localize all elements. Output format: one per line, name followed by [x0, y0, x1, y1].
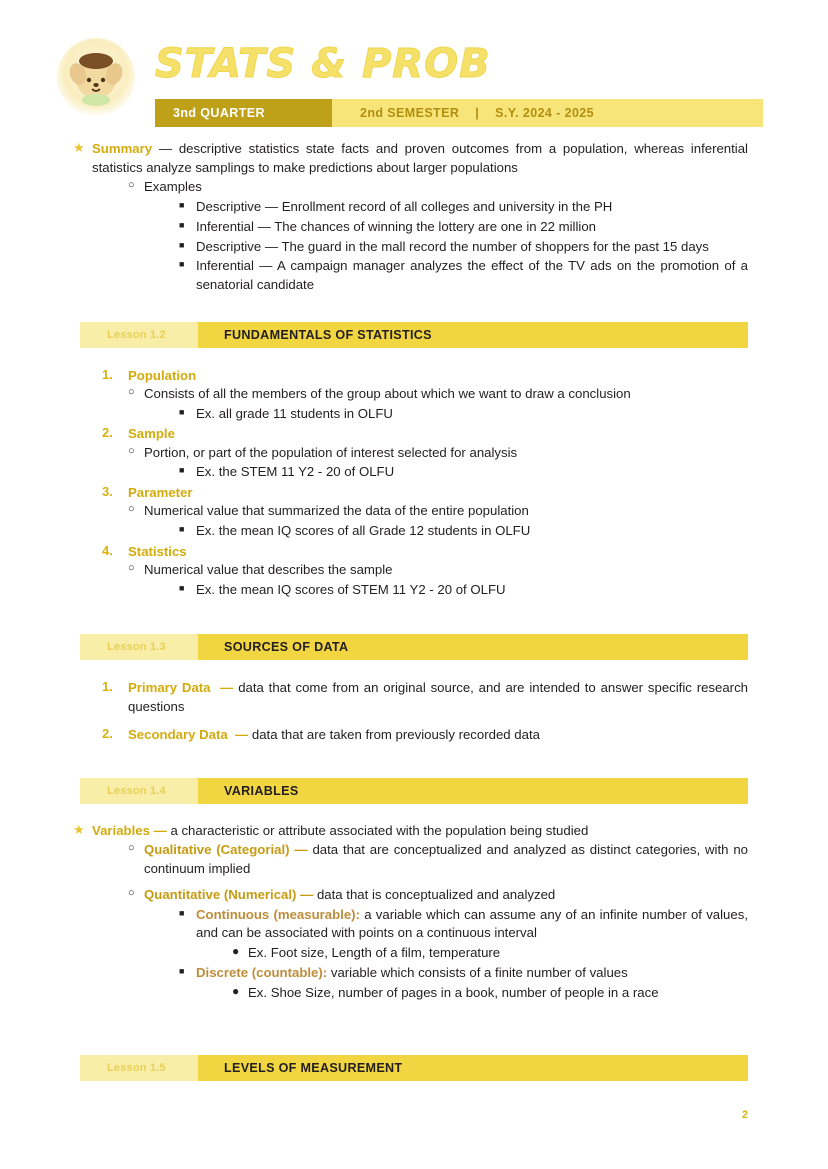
- continuous-example: Ex. Foot size, Length of a film, temperature: [248, 945, 501, 961]
- quantitative-dash: —: [300, 886, 314, 902]
- lesson-tag: Lesson 1.3: [80, 634, 198, 660]
- item-number: 1.: [102, 679, 113, 695]
- square-bullet-icon: ■: [179, 523, 185, 534]
- list-item: [128, 502, 748, 521]
- list-item: [128, 385, 748, 404]
- item-body: [92, 678, 748, 716]
- meta-details: [332, 99, 763, 127]
- item-number: 2.: [102, 725, 113, 741]
- lesson-header-1-4: [80, 778, 748, 804]
- lesson-header-1-2: [80, 322, 748, 348]
- square-bullet-icon: ■: [179, 259, 185, 270]
- list-item: [179, 405, 748, 424]
- circle-bullet-icon: ○: [128, 386, 135, 399]
- circle-bullet-icon: ○: [128, 444, 135, 457]
- item-detail: Consists of all the members of the group about which we want to draw a conclusion: [144, 386, 631, 402]
- item-term: Sample: [128, 426, 175, 442]
- square-bullet-icon: ■: [179, 200, 185, 211]
- list-item: [232, 983, 748, 1003]
- dot-bullet-icon: ●: [232, 944, 240, 959]
- list-item: [128, 886, 748, 905]
- square-bullet-icon: ■: [179, 406, 185, 417]
- list-item: [179, 906, 748, 943]
- item-detail: Numerical value that summarized the data of the entire population: [144, 503, 529, 519]
- variables-item: [73, 821, 748, 841]
- item-detail: Numerical value that describes the sample: [144, 561, 393, 577]
- summary-section: [0, 140, 828, 295]
- item-term: Population: [128, 367, 197, 383]
- example-text: Descriptive — Enrollment record of all colleges and university in the PH: [196, 199, 613, 215]
- list-item: [128, 561, 748, 580]
- list-item: [179, 463, 748, 482]
- item-term: Secondary Data: [128, 726, 228, 742]
- item-body: [92, 725, 748, 744]
- list-item: [92, 542, 748, 561]
- page-number: 2: [741, 1109, 748, 1121]
- circle-bullet-icon: ○: [128, 503, 135, 516]
- qualitative-text: data that are conceptualized and analyzed as distinct categories, with no continuum implied: [144, 842, 749, 877]
- item-example: Ex. the mean IQ scores of STEM 11 Y2 - 20 of OLFU: [196, 581, 506, 597]
- examples-label: Examples: [144, 179, 202, 195]
- item-number: 2.: [102, 425, 113, 441]
- square-bullet-icon: ■: [179, 965, 185, 976]
- circle-bullet-icon: ○: [128, 886, 135, 899]
- example-text: Inferential — A campaign manager analyzes the effect of the TV ads on the promotion of a senatorial candidate: [196, 258, 748, 293]
- list-item: [92, 366, 748, 385]
- lesson-tag: Lesson 1.4: [80, 778, 198, 804]
- item-text: data that come from an original source, and are intended to answer specific research questions: [128, 680, 748, 715]
- lesson-name: FUNDAMENTALS OF STATISTICS: [198, 322, 748, 348]
- square-bullet-icon: ■: [179, 219, 185, 230]
- item-term: Parameter: [128, 485, 193, 501]
- meta-bar: [155, 99, 763, 127]
- continuous-text: a variable which can assume any of an infinite number of values, and can be associated with points on a continuous interval: [196, 906, 748, 941]
- qualitative-dash: —: [294, 842, 308, 858]
- list-item: [179, 238, 748, 257]
- variables-section: [0, 822, 828, 1003]
- lesson-name: LEVELS OF MEASUREMENT: [198, 1055, 748, 1081]
- item-dash: —: [220, 680, 234, 696]
- list-item: [92, 725, 748, 744]
- page-title: STATS & PROB: [155, 41, 491, 87]
- variables-text: a characteristic or attribute associated with the population being studied: [170, 822, 589, 838]
- variables-term: Variables: [92, 822, 150, 838]
- list-item: [179, 964, 748, 983]
- star-icon: ★: [73, 821, 85, 837]
- item-dash: —: [235, 726, 249, 742]
- list-item: [232, 944, 748, 963]
- list-item: [179, 257, 748, 294]
- example-text: Inferential — The chances of winning the lottery are one in 22 million: [196, 218, 597, 234]
- item-example: Ex. the STEM 11 Y2 - 20 of OLFU: [196, 464, 395, 480]
- list-item: [128, 841, 749, 878]
- discrete-term: Discrete (countable):: [196, 964, 328, 980]
- item-term: Statistics: [128, 543, 187, 559]
- square-bullet-icon: ■: [179, 465, 185, 476]
- quantitative-term: Quantitative (Numerical): [144, 886, 297, 902]
- square-bullet-icon: ■: [179, 582, 185, 593]
- meta-separator: |: [475, 106, 480, 120]
- lesson-tag: Lesson 1.5: [80, 1055, 198, 1081]
- lesson-header-1-3: [80, 634, 748, 660]
- star-icon: ★: [73, 140, 85, 155]
- continuous-term: Continuous (measurable):: [196, 906, 360, 922]
- circle-bullet-icon: ○: [128, 842, 135, 855]
- item-example: Ex. all grade 11 students in OLFU: [196, 405, 393, 421]
- list-item: [179, 581, 748, 600]
- title-block: [155, 41, 491, 87]
- list-item: [179, 218, 748, 237]
- qualitative-term: Qualitative (Categorial): [144, 842, 290, 858]
- semester-label: 2nd SEMESTER: [360, 106, 460, 120]
- quarter-badge: 3nd QUARTER: [155, 99, 332, 127]
- example-text: Descriptive — The guard in the mall record the number of shoppers for the past 15 days: [196, 238, 709, 254]
- sources-of-data-section: [0, 678, 828, 743]
- discrete-text: variable which consists of a finite number of values: [330, 964, 628, 980]
- school-year-label: S.Y. 2024 - 2025: [495, 106, 595, 120]
- list-item: [179, 522, 748, 541]
- summary-item: [73, 140, 748, 177]
- lesson-header-1-5: [80, 1055, 748, 1081]
- fundamentals-section: [0, 366, 828, 599]
- document-header: [0, 0, 828, 120]
- dot-bullet-icon: ●: [232, 983, 240, 998]
- item-number: 4.: [102, 542, 113, 558]
- item-example: Ex. the mean IQ scores of all Grade 12 students in OLFU: [196, 522, 531, 538]
- mascot-icon: [57, 38, 135, 116]
- variables-dash: —: [153, 822, 167, 838]
- lesson-name: SOURCES OF DATA: [198, 634, 748, 660]
- document-content: [0, 140, 828, 1081]
- list-item: [179, 198, 748, 217]
- lesson-tag: Lesson 1.2: [80, 322, 198, 348]
- circle-bullet-icon: ○: [128, 561, 135, 574]
- quantitative-text: data that is conceptualized and analyzed: [316, 886, 556, 902]
- item-term: Primary Data: [128, 680, 211, 696]
- square-bullet-icon: ■: [179, 239, 185, 250]
- summary-text: — descriptive statistics state facts and proven outcomes from a population, whereas inferential statistics analyze samplings to make predictions about larger populations: [92, 141, 748, 175]
- circle-bullet-icon: ○: [128, 179, 135, 192]
- discrete-example: Ex. Shoe Size, number of pages in a book, number of people in a race: [248, 984, 659, 1000]
- list-item: [128, 444, 748, 463]
- item-number: 3.: [102, 484, 113, 500]
- list-item: [92, 483, 748, 502]
- summary-term: Summary: [92, 141, 153, 156]
- item-text: data that are taken from previously recorded data: [251, 726, 540, 742]
- square-bullet-icon: ■: [179, 907, 185, 918]
- list-item: [92, 424, 748, 443]
- lesson-name: VARIABLES: [198, 778, 748, 804]
- examples-label-item: [128, 178, 748, 197]
- list-item: [92, 678, 748, 716]
- item-detail: Portion, or part of the population of interest selected for analysis: [144, 444, 518, 460]
- item-number: 1.: [102, 366, 113, 382]
